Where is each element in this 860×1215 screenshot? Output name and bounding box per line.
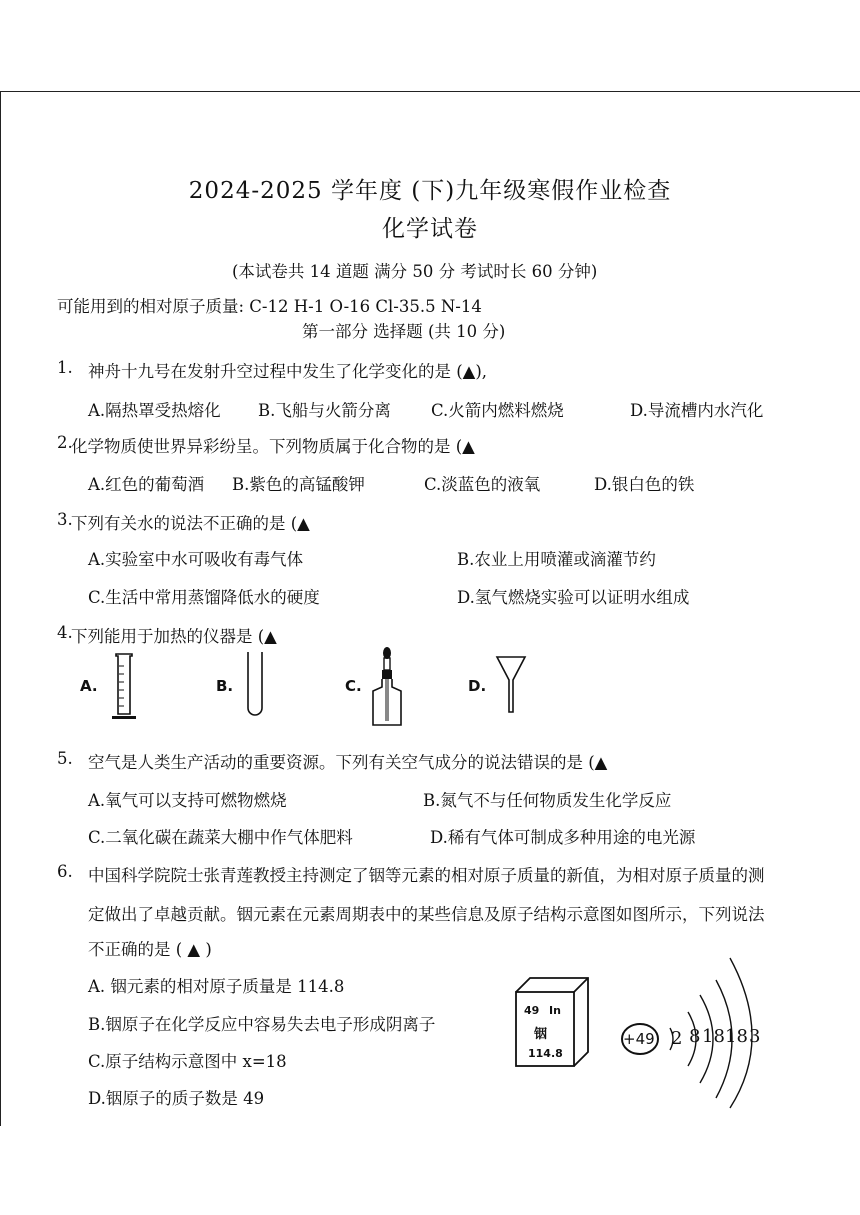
option-d[interactable]: D.氢气燃烧实验可以证明水组成 bbox=[457, 588, 690, 607]
element-name: 铟 bbox=[534, 1027, 548, 1042]
section-heading: 第一部分 选择题 (共 10 分) bbox=[302, 322, 506, 341]
option-d[interactable]: D. bbox=[468, 677, 487, 695]
option-b[interactable]: B. bbox=[216, 677, 234, 695]
option-c[interactable]: C.火箭内燃料燃烧 bbox=[431, 401, 564, 420]
option-a[interactable]: A.红色的葡萄酒 bbox=[88, 475, 205, 494]
option-c[interactable]: C.二氧化碳在蔬菜大棚中作气体肥料 bbox=[88, 828, 353, 847]
question-stem: 化学物质使世界异彩纷呈。下列物质属于化合物的是 (▲ bbox=[71, 437, 475, 456]
option-c[interactable]: C. bbox=[345, 677, 362, 695]
exam-subtitle: 化学试卷 bbox=[382, 216, 478, 242]
graduated-cylinder-icon[interactable] bbox=[106, 652, 142, 722]
dropper-bottle-icon[interactable] bbox=[369, 643, 405, 729]
question-stem-line: 中国科学院院士张青莲教授主持测定了铟等元素的相对原子质量的新值，为相对原子质量的测 bbox=[88, 866, 765, 885]
atomic-mass-note: 可能用到的相对原子质量: C-12 H-1 O-16 Cl-35.5 N-14 bbox=[57, 297, 482, 316]
option-a[interactable]: A. 铟元素的相对原子质量是 114.8 bbox=[88, 977, 345, 996]
shell-5-electrons: 3 bbox=[749, 1026, 761, 1047]
option-b[interactable]: B.氮气不与任何物质发生化学反应 bbox=[423, 791, 672, 810]
option-b[interactable]: B.飞船与火箭分离 bbox=[258, 401, 391, 420]
option-c[interactable]: C.淡蓝色的液氧 bbox=[424, 475, 541, 494]
shell-3-electrons: 18 bbox=[702, 1026, 725, 1047]
exam-title: 2024-2025 学年度 (下)九年级寒假作业检查 bbox=[188, 178, 672, 204]
option-d[interactable]: D.银白色的铁 bbox=[594, 475, 695, 494]
option-a[interactable]: A.隔热罩受热熔化 bbox=[88, 401, 221, 420]
question-number: 4. bbox=[57, 623, 73, 642]
question-stem-line: 定做出了卓越贡献。铟元素在元素周期表中的某些信息及原子结构示意图如图所示，下列说法 bbox=[88, 905, 765, 924]
nucleus-charge: +49 bbox=[623, 1030, 655, 1048]
element-symbol: In bbox=[549, 1004, 561, 1017]
option-b[interactable]: B.紫色的高锰酸钾 bbox=[232, 475, 365, 494]
question-number: 6. bbox=[57, 862, 73, 881]
question-number: 3. bbox=[57, 510, 73, 529]
question-number: 2. bbox=[57, 433, 73, 452]
option-b[interactable]: B.铟原子在化学反应中容易失去电子形成阴离子 bbox=[88, 1015, 436, 1034]
funnel-icon[interactable] bbox=[495, 654, 527, 716]
shell-4-electrons: 18 bbox=[725, 1026, 748, 1047]
test-tube-icon[interactable] bbox=[244, 650, 266, 720]
exam-info: (本试卷共 14 道题 满分 50 分 考试时长 60 分钟) bbox=[232, 262, 598, 281]
element-number: 49 bbox=[524, 1004, 540, 1017]
shell-1-electrons: 2 bbox=[671, 1028, 683, 1049]
question-stem: 下列能用于加热的仪器是 (▲ bbox=[71, 627, 277, 646]
question-stem-line: 不正确的是 ( ▲ ) bbox=[88, 940, 212, 959]
option-c[interactable]: C.生活中常用蒸馏降低水的硬度 bbox=[88, 588, 320, 607]
question-number: 5. bbox=[57, 749, 73, 768]
question-number: 1. bbox=[57, 358, 73, 377]
question-stem: 空气是人类生产活动的重要资源。下列有关空气成分的说法错误的是 (▲ bbox=[88, 753, 608, 772]
option-d[interactable]: D.铟原子的质子数是 49 bbox=[88, 1089, 265, 1108]
element-mass: 114.8 bbox=[528, 1047, 563, 1060]
question-stem: 神舟十九号在发射升空过程中发生了化学变化的是 (▲), bbox=[88, 362, 488, 381]
option-a[interactable]: A.实验室中水可吸收有毒气体 bbox=[88, 550, 304, 569]
question-stem: 下列有关水的说法不正确的是 (▲ bbox=[71, 514, 310, 533]
option-a[interactable]: A. bbox=[80, 677, 98, 695]
option-d[interactable]: D.稀有气体可制成多种用途的电光源 bbox=[430, 828, 696, 847]
option-a[interactable]: A.氧气可以支持可燃物燃烧 bbox=[88, 791, 287, 810]
option-d[interactable]: D.导流槽内水汽化 bbox=[630, 401, 764, 420]
shell-2-electrons: 8 bbox=[689, 1026, 701, 1047]
option-c[interactable]: C.原子结构示意图中 x=18 bbox=[88, 1052, 287, 1071]
option-b[interactable]: B.农业上用喷灌或滴灌节约 bbox=[457, 550, 656, 569]
